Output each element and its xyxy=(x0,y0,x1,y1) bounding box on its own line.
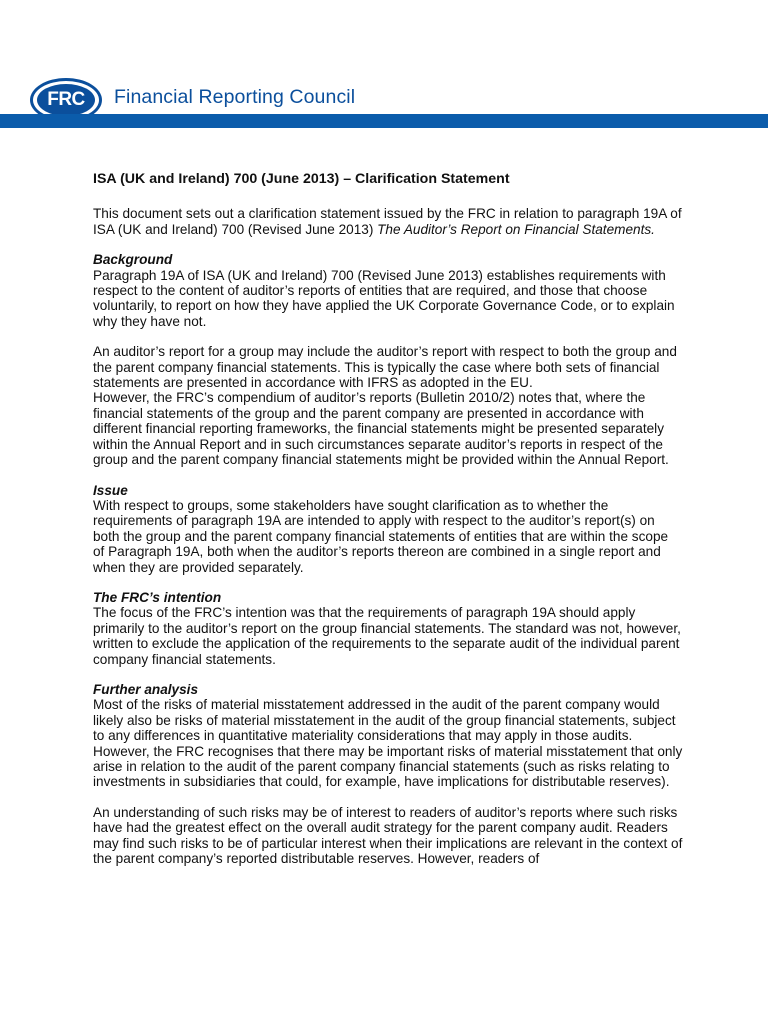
analysis-paragraph-1: Most of the risks of material misstatement addressed in the audit of the parent company would likely also be risks of material misstatement in the audit of the group financial statements, subject to any differences in quantitative materiality considerations that may apply in those audits. However, the FRC recognises that there may be important risks of material misstatement that only arise in relation to the audit of the parent company financial statements (such as risks relating to investments in subsidiaries that could, for example, have implications for distributable reserves). xyxy=(93,697,683,790)
intro-paragraph xyxy=(93,206,683,237)
analysis-paragraph-2: An understanding of such risks may be of interest to readers of auditor’s reports where such risks have had the greatest effect on the overall audit strategy for the parent company audit. Readers may find such risks to be of particular interest when their implications are relevant in the context of the parent company’s reported distributable reserves. However, readers of xyxy=(93,804,683,867)
intention-section xyxy=(93,590,683,667)
organization-name: Financial Reporting Council xyxy=(114,86,356,108)
issue-heading: Issue xyxy=(93,482,128,498)
intro-italic-title: The Auditor’s Report on Financial Statements. xyxy=(377,221,655,237)
issue-section xyxy=(93,483,683,575)
issue-paragraph: With respect to groups, some stakeholders have sought clarification as to whether the requirements of paragraph 19A are intended to apply with respect to the auditor’s report(s) on both the group and the parent company financial statements of entities that are within the scope of Paragraph 19A, both when the auditor’s reports thereon are combined in a single report and when they are provided separately. xyxy=(93,497,669,575)
background-paragraph-2a: An auditor’s report for a group may include the auditor’s report with respect to both the group and the parent company financial statements. This is typically the case where both sets of financial statements are presented in accordance with IFRS as adopted in the EU. xyxy=(93,344,677,391)
header-bar xyxy=(0,114,768,128)
page-header xyxy=(0,0,768,130)
background-heading: Background xyxy=(93,252,173,268)
background-section xyxy=(93,252,683,467)
document-body xyxy=(93,172,683,881)
analysis-heading: Further analysis xyxy=(93,681,199,697)
intro-text: This document sets out a clarification statement issued by the FRC in relation to paragraph 19A of ISA (UK and Ireland) 700 (Revised June 2013) xyxy=(93,206,682,237)
analysis-section xyxy=(93,682,683,866)
background-paragraph-2b: However, the FRC’s compendium of auditor’s reports (Bulletin 2010/2) notes that, where the financial statements of the group and the parent company are presented in accordance with different financial reporting frameworks, the financial statements might be presented separately within the Annual Report and in such circumstances separate auditor’s reports in respect of the group and the parent company financial statements might be provided within the Annual Report. xyxy=(93,390,669,468)
frc-logo-text: FRC xyxy=(37,84,95,116)
intention-paragraph: The focus of the FRC’s intention was that the requirements of paragraph 19A should apply primarily to the auditor’s report on the group financial statements. The standard was not, however, written to exclude the application of the requirements to the separate audit of the individual parent company financial statements. xyxy=(93,605,681,667)
intention-heading: The FRC’s intention xyxy=(93,589,222,605)
background-paragraph-1: Paragraph 19A of ISA (UK and Ireland) 700 (Revised June 2013) establishes requirements with respect to the content of auditor’s reports of entities that are required, and those that choose voluntarily, to report on how they have applied the UK Corporate Governance Code, or to explain why they have not. xyxy=(93,267,675,329)
document-title: ISA (UK and Ireland) 700 (June 2013) – Clarification Statement xyxy=(93,171,510,187)
